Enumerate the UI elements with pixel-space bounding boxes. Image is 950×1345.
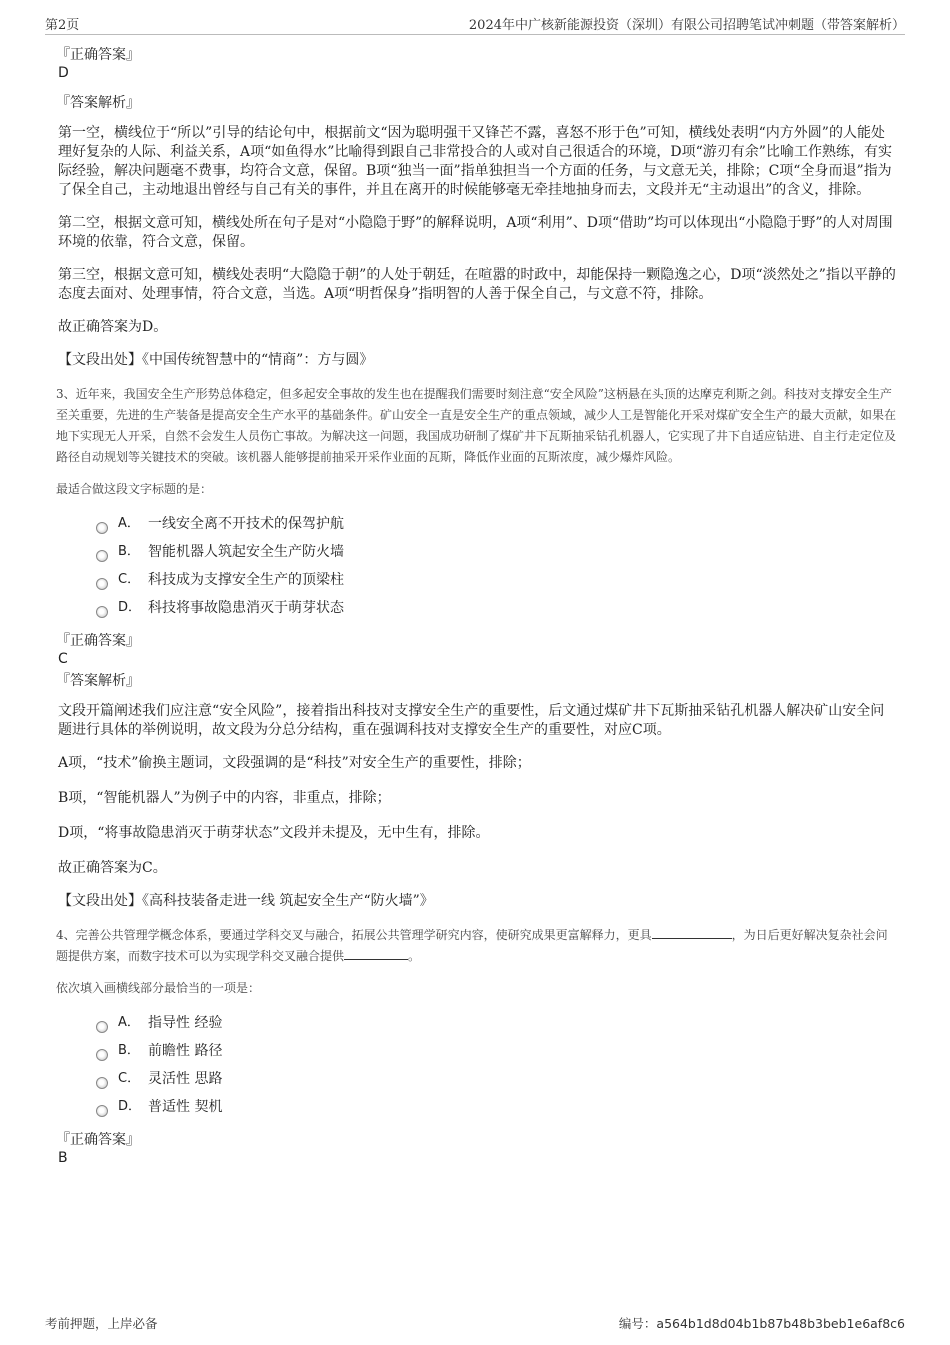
document-title: 2024年中广核新能源投资（深圳）有限公司招聘笔试冲刺题（带答案解析）	[468, 18, 905, 33]
document-code	[619, 1314, 905, 1332]
explanation-label: 『答案解析』	[56, 673, 140, 689]
radio-icon[interactable]	[96, 1105, 108, 1117]
explanation-paragraph: D项，“将事故隐患消灭于萌芽状态”文段并未提及，无中生有，排除。	[58, 825, 490, 841]
option-letter: D．	[118, 600, 142, 615]
option-c[interactable]	[96, 570, 896, 598]
option-text: 灵活性 思路	[148, 1071, 223, 1087]
option-a[interactable]	[96, 1013, 896, 1041]
code-label: 编号：	[618, 1316, 657, 1331]
radio-icon[interactable]	[96, 578, 108, 590]
question-stem-part: ，为日后更好解决复杂社会问题提供方案，而数字技术可以为实现学科交叉融合提供	[56, 928, 888, 963]
answer-label: 『正确答案』	[56, 633, 140, 649]
radio-icon[interactable]	[96, 606, 108, 618]
option-list	[96, 1013, 896, 1125]
option-text: 智能机器人筑起安全生产防火墙	[148, 544, 344, 560]
option-letter: C．	[118, 1071, 141, 1086]
option-letter: D．	[118, 1099, 142, 1114]
radio-icon[interactable]	[96, 1077, 108, 1089]
answer-value: D	[58, 65, 69, 81]
option-text: 前瞻性 路径	[148, 1043, 223, 1059]
option-a[interactable]	[96, 514, 896, 542]
radio-icon[interactable]	[96, 1049, 108, 1061]
option-b[interactable]	[96, 1041, 896, 1069]
option-text: 科技将事故隐患消灭于萌芽状态	[148, 600, 344, 616]
radio-icon[interactable]	[96, 550, 108, 562]
answer-label: 『正确答案』	[56, 47, 140, 63]
code-value: a564b1d8d04b1b87b48b3beb1e6af8c6	[656, 1316, 905, 1331]
explanation-paragraph: 第三空，根据文意可知，横线处表明“大隐隐于朝”的人处于朝廷，在喧嚣的时政中，却能保持一颗隐逸之心，D项“淡然处之”指以平静的态度去面对、处理事情，符合文意，当选。A项“明哲保身”指明智的人善于保全自己，与文意不符，排除。	[58, 267, 896, 302]
explanation-paragraph: 文段开篇阐述我们应注意“安全风险”，接着指出科技对支撑安全生产的重要性，后文通过煤矿井下瓦斯抽采钻孔机器人解决矿山安全问题进行具体的举例说明，故文段为分总分结构，重在强调科技对支撑安全生产的重要性，对应C项。	[58, 703, 885, 738]
option-text: 一线安全离不开技术的保驾护航	[148, 516, 344, 532]
source-citation: 【文段出处】《中国传统智慧中的“情商”：方与圆》	[58, 352, 374, 368]
option-letter: A．	[118, 1015, 140, 1030]
source-citation: 【文段出处】《高科技装备走进一线 筑起安全生产“防火墙”》	[58, 893, 434, 909]
answer-value: B	[58, 1150, 68, 1166]
option-text: 指导性 经验	[148, 1015, 223, 1031]
page-number: 第2页	[45, 18, 80, 33]
option-text: 科技成为支撑安全生产的顶梁柱	[148, 572, 344, 588]
footer-slogan: 考前押题，上岸必备	[45, 1316, 158, 1331]
explanation-label: 『答案解析』	[56, 95, 140, 111]
fill-blank	[344, 947, 408, 960]
question-stem-part: 。	[408, 949, 421, 963]
question-stem-part: 4、完善公共管理学概念体系，要通过学科交叉与融合，拓展公共管理学研究内容，使研究成果更富解释力，更具	[56, 928, 652, 942]
option-text: 普适性 契机	[148, 1099, 223, 1115]
explanation-paragraph: 第一空，横线位于“所以”引导的结论句中，根据前文“因为聪明强干又锋芒不露，喜怒不形于色”可知，横线处表明“内方外圆”的人能处理好复杂的人际、利益关系，A项“如鱼得水”比喻得到跟自己非常投合的人或对自己很适合的环境，D项“游刃有余”比喻工作熟练，有实际经验，解决问题毫不费事，均符合文意，保留。B项“独当一面”指单独担当一个方面的任务，与文意无关，排除；C项“全身而退”指为了保全自己，主动地退出曾经与自己有关的事件，并且在离开的时候能够毫无牵挂地抽身而去，文段并无“主动退出”的含义，排除。	[58, 125, 892, 198]
option-d[interactable]	[96, 598, 896, 626]
option-letter: B．	[118, 544, 140, 559]
option-letter: B．	[118, 1043, 140, 1058]
radio-icon[interactable]	[96, 522, 108, 534]
page-footer	[45, 1314, 905, 1332]
page-header	[45, 14, 905, 35]
option-letter: C．	[118, 572, 141, 587]
page-content	[56, 46, 896, 1167]
option-c[interactable]	[96, 1069, 896, 1097]
question-prompt: 依次填入画横线部分最恰当的一项是：	[56, 981, 261, 995]
explanation-paragraph: 故正确答案为C。	[58, 860, 167, 876]
option-letter: A．	[118, 516, 140, 531]
option-d[interactable]	[96, 1097, 896, 1125]
fill-blank	[652, 926, 732, 939]
question-prompt: 最适合做这段文字标题的是：	[56, 482, 213, 496]
option-b[interactable]	[96, 542, 896, 570]
explanation-paragraph: 故正确答案为D。	[58, 319, 168, 335]
option-list	[96, 514, 896, 626]
question-stem: 3、近年来，我国安全生产形势总体稳定，但多起安全事故的发生也在提醒我们需要时刻注意“安全风险”这柄悬在头顶的达摩克利斯之剑。科技对支撑安全生产至关重要，先进的生产装备是提高安全生产水平的基础条件。矿山安全一直是安全生产的重点领域，减少人工是智能化开采对煤矿安全生产的最大贡献，如果在地下实现无人开采，自然不会发生人员伤亡事故。为解决这一问题，我国成功研制了煤矿井下瓦斯抽采钻孔机器人，它实现了井下自适应钻进、自主行走定位及路径自动规划等关键技术的突破。该机器人能够提前抽采开采作业面的瓦斯，降低作业面的瓦斯浓度，减少爆炸风险。	[56, 387, 897, 464]
answer-label: 『正确答案』	[56, 1132, 140, 1148]
explanation-paragraph: 第二空，根据文意可知，横线处所在句子是对“小隐隐于野”的解释说明，A项“利用”、D项“借助”均可以体现出“小隐隐于野”的人对周围环境的依靠，符合文意，保留。	[58, 215, 893, 250]
question-stem	[56, 925, 896, 967]
explanation-paragraph: B项，“智能机器人”为例子中的内容，非重点，排除；	[58, 790, 391, 806]
radio-icon[interactable]	[96, 1021, 108, 1033]
explanation-paragraph: A项，“技术”偷换主题词，文段强调的是“科技”对安全生产的重要性，排除；	[58, 755, 531, 771]
answer-value: C	[58, 651, 68, 667]
